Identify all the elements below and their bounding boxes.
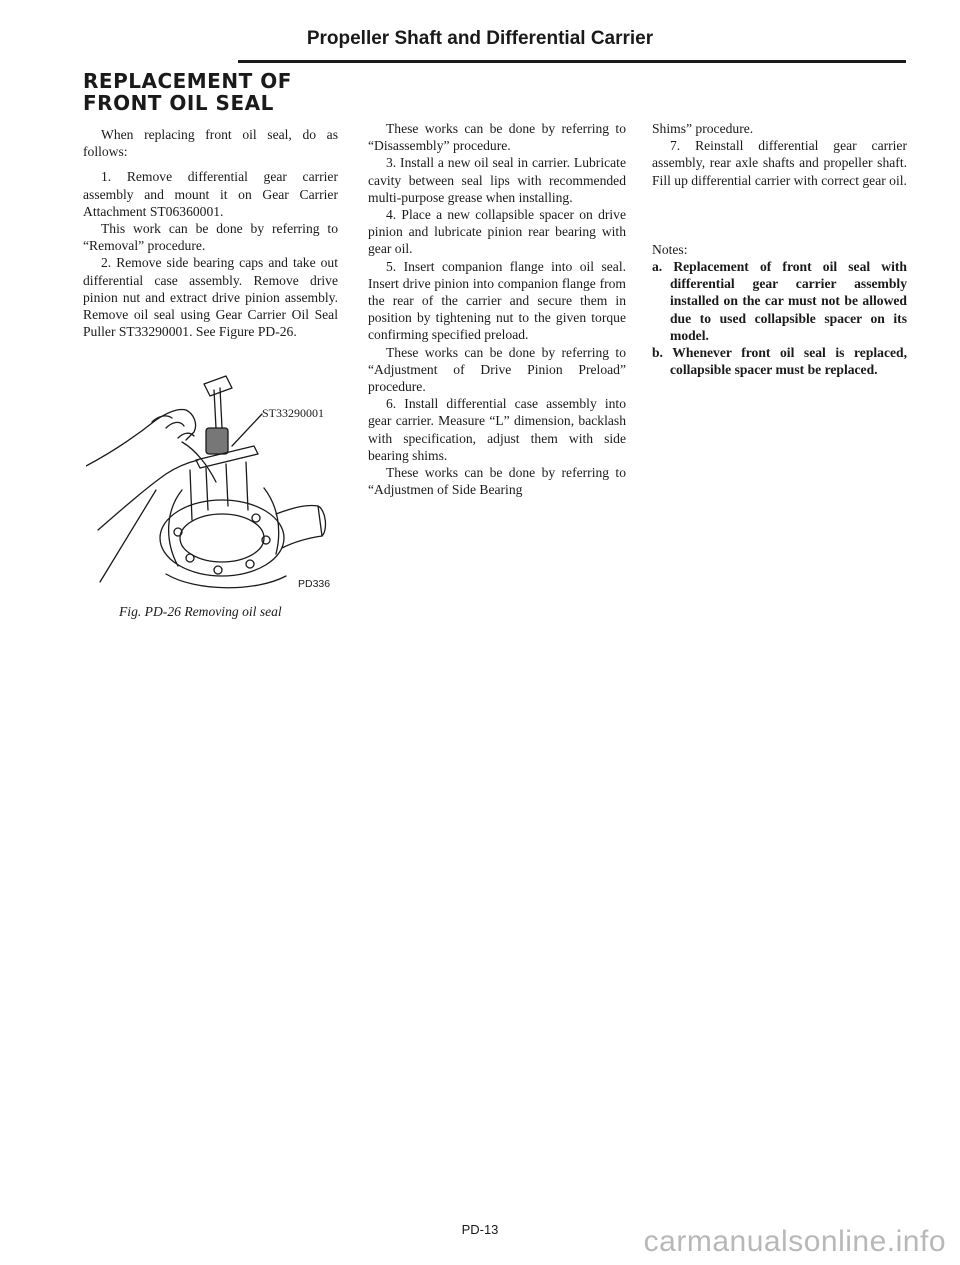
note-b: b. Whenever front oil seal is replaced, collapsible spacer must be replaced. [652,345,907,378]
step-1: 1. Remove differential gear carrier assembly and mount it on Gear Carrier Attachment ST06360001. [83,169,338,219]
paragraph-preload-ref: These works can be done by referring to “Adjustment of Drive Pinion Preload” procedure. [368,344,626,395]
column-middle [368,120,626,498]
figure-code: PD336 [298,578,331,590]
header-rule [238,60,906,63]
oil-seal-puller-illustration [86,370,348,602]
step-7: 7. Reinstall differential gear carrier assembly, rear axle shafts and propeller shaft. Fill up differential carrier with correct gear oil. [652,138,907,188]
column-right [652,120,907,378]
paragraph-disassembly-ref: These works can be done by referring to “Disassembly” procedure. [368,121,626,154]
tool-number-label: ST33290001 [262,406,325,420]
page-number: PD-13 [461,1222,499,1237]
paragraph-shims-procedure: Shims” procedure. [652,121,754,136]
section-title [83,70,343,114]
note-a: a. Replacement of front oil seal with differential gear carrier assembly installed on the car must not be allowed due to used collapsible spacer on its model. [652,259,907,343]
paragraph-side-bearing-ref: These works can be done by referring to “Adjustmen of Side Bearing [368,465,626,498]
step-3: 3. Install a new oil seal in carrier. Lubricate cavity between seal lips with recommended multi-purpose grease when installing. [368,155,626,205]
step-2: 2. Remove side bearing caps and take out differential case assembly. Remove drive pinion nut and extract drive pinion assembly. Remove oil seal using Gear Carrier Oil Seal Puller ST33290001. See Figure PD-26. [83,255,338,340]
page-header: Propeller Shaft and Differential Carrier [306,28,654,49]
notes-title: Notes: [652,241,688,257]
step-4: 4. Place a new collapsible spacer on drive pinion and lubricate pinion rear bearing with gear oil. [368,207,626,257]
section-title-line2: FRONT OIL SEAL [83,91,274,115]
step-6: 6. Install differential case assembly into gear carrier. Measure “L” dimension, backlash with specification, adjust them with side bearing shims. [368,396,626,463]
step-5: 5. Insert companion flange into oil seal. Insert drive pinion into companion flange from the rear of the carrier and secure them in position by tightening nut to the given torque confirming specified preload. [368,258,626,343]
column-left [83,126,338,340]
section-title-line1: REPLACEMENT OF [83,69,292,93]
paragraph-intro: When replacing front oil seal, do as follows: [83,127,338,160]
watermark: carmanualsonline.info [643,1225,946,1258]
figure-caption: Fig. PD-26 Removing oil seal [119,604,282,619]
paragraph-removal-ref: This work can be done by referring to “Removal” procedure. [83,221,338,254]
